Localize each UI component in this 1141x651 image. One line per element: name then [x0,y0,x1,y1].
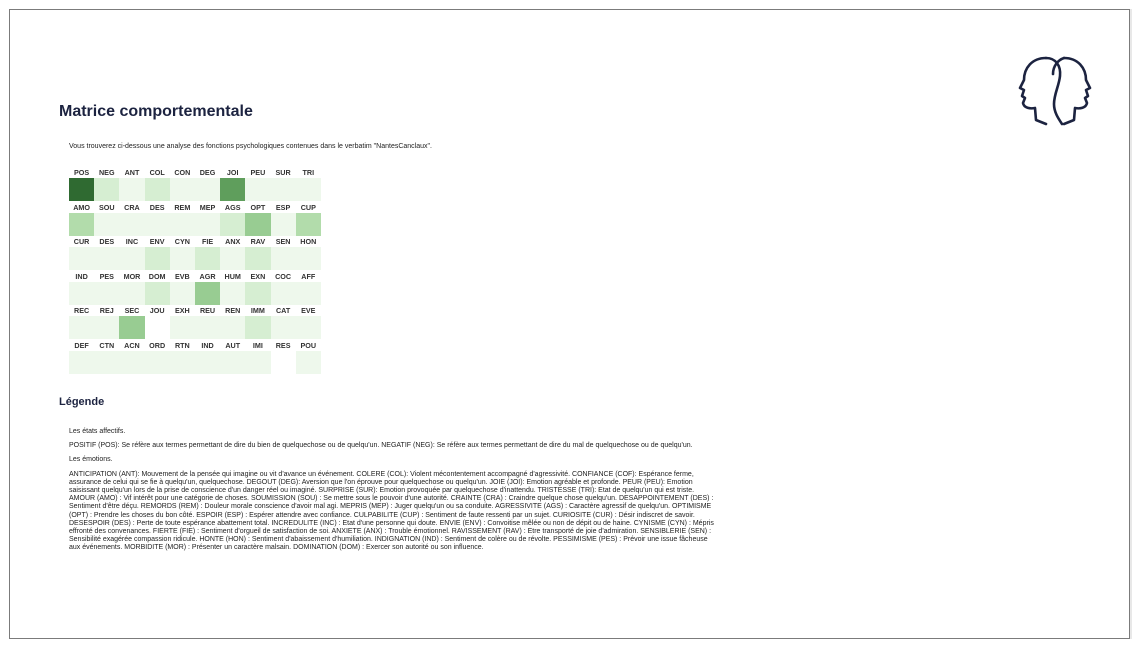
matrix-code-label: PES [99,271,114,281]
matrix-code-label: CUP [300,202,316,212]
matrix-cell [195,305,220,340]
matrix-cell [69,271,94,306]
matrix-code-label: DEF [74,340,89,350]
matrix-cell [220,236,245,271]
matrix-cell [69,236,94,271]
matrix-cell [195,202,220,237]
behavior-matrix [69,167,321,374]
matrix-code-label: POU [300,340,317,350]
matrix-cell [271,305,296,340]
matrix-code-label: RTN [174,340,190,350]
matrix-swatch [245,213,270,236]
matrix-swatch [94,351,119,374]
matrix-swatch [170,178,195,201]
page-title: Matrice comportementale [59,103,253,120]
matrix-swatch [245,351,270,374]
matrix-cell [296,167,321,202]
matrix-code-label: FIE [201,237,214,246]
matrix-code-label: SEC [124,306,140,315]
matrix-code-label: SUR [275,168,291,177]
matrix-swatch [220,213,245,236]
matrix-cell [69,305,94,340]
matrix-code-label: CRA [124,202,140,212]
matrix-cell [271,271,296,306]
matrix-code-label: OPT [250,202,266,212]
matrix-swatch [220,351,245,374]
matrix-code-label: COC [275,271,292,281]
matrix-cell [271,167,296,202]
matrix-cell [245,340,270,375]
matrix-swatch [69,351,94,374]
matrix-cell [170,167,195,202]
matrix-cell [94,167,119,202]
matrix-swatch [245,316,270,339]
matrix-code-label: DOM [148,271,166,281]
matrix-code-label: CUR [73,237,90,246]
matrix-swatch [271,351,296,374]
matrix-swatch [296,213,321,236]
matrix-cell [220,340,245,375]
matrix-cell [296,202,321,237]
matrix-cell [119,340,144,375]
matrix-swatch [195,282,220,305]
matrix-cell [195,340,220,375]
matrix-swatch [69,247,94,270]
matrix-cell [220,305,245,340]
matrix-code-label: REC [74,306,90,315]
matrix-code-label: MOR [123,271,141,281]
matrix-code-label: DES [99,237,115,246]
matrix-code-label: AFF [301,271,316,281]
matrix-cell [245,305,270,340]
matrix-cell [271,340,296,375]
matrix-cell [94,236,119,271]
matrix-cell [119,167,144,202]
matrix-cell [94,271,119,306]
matrix-code-label: RAV [250,237,266,246]
matrix-swatch [195,213,220,236]
matrix-swatch [145,247,170,270]
matrix-cell [145,202,170,237]
matrix-code-label: MEP [199,202,216,212]
matrix-code-label: INC [125,237,139,246]
matrix-cell [145,271,170,306]
matrix-swatch [296,316,321,339]
affective-text: POSITIF (POS): Se réfère aux termes permettant de dire du bien de quelquechose ou de quelqu'un. NEGATIF (NEG): Se réfère aux termes permettant de dire du mal de quelquechose ou de quelqu'un. [69,442,693,450]
matrix-code-label: AUT [225,340,241,350]
matrix-cell [69,340,94,375]
emotions-text: ANTICIPATION (ANT): Mouvement de la pensée qui imagine ou vit d'avance un événement. COLERE (COL): Violent mécontentement accompagné d'agressivité. CONFIANCE (COF): Espérance ferme, assurance de celui qui se fie à quelqu'un, quelquechose. DEGOUT (DEG): Aversion que l'on éprouve pour quelquechose ou quelqu'un. JOIE (JOI): Emotion agréable et profonde. PEUR (PEU): Emotion saisissant quelqu'un lors de la prise de conscience d'un danger réel ou imaginé. SURPRISE (SUR): Emotion provoquée par quelquechose d'inattendu. TRISTESSE (TRI): Etat de quelqu'un qui est triste. AMOUR (AMO) : Vif intérêt pour une catégorie de choses. SOUMISSION (SOU) : Se mettre sous le pouvoir d'une autorité. CRAINTE (CRA) : Craindre quelque chose quelqu'un. DESAPPOINTEMENT (DES) : Sentiment d'être déçu. REMORDS (REM) : Douleur morale conscience d'avoir mal agi. MEPRIS (MEP) : Juger quelqu'un ou sa conduite. AGRESSIVITE (AGS) : Caractère agressif de quelqu'un. OPTIMISME (OPT) : Prendre les choses du bon côté. ESPOIR (ESP) : Espérer attendre avec confiance. CULPABILITE (CUP) : Sentiment de faute ressenti par un sujet. CURIOSITE (CUR) : Désir indiscret de savoir. DESESPOIR (DES) : Perte de toute espérance abattement total. INCREDULITE (INC) : Etat d'une personne qui doute. ENVIE (ENV) : Convoitise mêlée ou non de dépit ou de haine. CYNISME (CYN) : Mépris effronté des convenances. FIERTE (FIE) : Sentiment d'orgueil de satisfaction de soi. ANXIETE (ANX) : Trouble émotionnel. RAVISSEMENT (RAV) : Etre transporté de joie d'admiration. SENSIBLERIE (SEN) : Sensibilité exagérée compassion ridicule. HONTE (HON) : Sentiment d'abaissement d'humiliation. INDIGNATION (IND) : Sentiment de colère ou de révolte. PESSIMISME (PES) : Prévoir une issue fâcheuse aux événements. MORBIDITE (MOR) : Présenter un caractère malsain. DOMINATION (DOM) : Exercer son autorité ou son influence. [69,470,714,552]
matrix-swatch [94,247,119,270]
matrix-code-label: NEG [98,168,115,177]
matrix-swatch [170,351,195,374]
matrix-cell [145,340,170,375]
matrix-code-label: CTN [99,340,115,350]
matrix-code-label: ANX [225,237,241,246]
matrix-swatch [69,282,94,305]
matrix-cell [94,305,119,340]
matrix-code-label: JOU [149,306,165,315]
matrix-code-label: AGR [199,271,216,281]
matrix-cell [119,305,144,340]
matrix-code-label: REM [174,202,191,212]
legend-title: Légende [59,396,105,408]
matrix-swatch [69,178,94,201]
matrix-swatch [145,316,170,339]
matrix-code-label: CAT [275,306,291,315]
matrix-swatch [119,247,144,270]
matrix-swatch [296,178,321,201]
matrix-swatch [271,247,296,270]
matrix-swatch [69,316,94,339]
matrix-swatch [119,282,144,305]
matrix-code-label: CON [174,168,191,177]
matrix-swatch [220,316,245,339]
matrix-cell [69,167,94,202]
matrix-swatch [119,351,144,374]
matrix-cell [220,167,245,202]
matrix-cell [220,202,245,237]
matrix-cell [119,202,144,237]
matrix-swatch [220,282,245,305]
matrix-code-label: HON [300,237,317,246]
matrix-cell [119,236,144,271]
matrix-cell [145,305,170,340]
matrix-swatch [245,282,270,305]
matrix-cell [145,167,170,202]
matrix-cell [296,305,321,340]
matrix-code-label: DEG [199,168,216,177]
matrix-swatch [94,282,119,305]
matrix-cell [170,271,195,306]
matrix-swatch [145,282,170,305]
matrix-code-label: ESP [275,202,291,212]
matrix-code-label: EXH [174,306,190,315]
matrix-swatch [119,178,144,201]
matrix-swatch [296,351,321,374]
matrix-code-label: CYN [174,237,190,246]
matrix-swatch [245,178,270,201]
matrix-swatch [296,247,321,270]
matrix-swatch [195,178,220,201]
matrix-swatch [195,247,220,270]
intro-text: Vous trouverez ci-dessous une analyse des fonctions psychologiques contenues dans le verbatim "NantesCanclaux". [69,143,432,150]
matrix-swatch [119,213,144,236]
matrix-swatch [245,247,270,270]
matrix-swatch [94,316,119,339]
matrix-cell [170,202,195,237]
matrix-swatch [220,247,245,270]
matrix-swatch [94,178,119,201]
matrix-cell [296,236,321,271]
matrix-code-label: EXN [250,271,266,281]
matrix-swatch [271,316,296,339]
matrix-swatch [145,351,170,374]
matrix-code-label: ORD [149,340,166,350]
matrix-swatch [271,213,296,236]
matrix-code-label: ENV [149,237,165,246]
matrix-cell [195,167,220,202]
matrix-code-label: IMM [250,306,265,315]
matrix-code-label: TRI [302,168,315,177]
matrix-swatch [119,316,144,339]
matrix-code-label: AGS [224,202,241,212]
matrix-code-label: HUM [224,271,241,281]
matrix-swatch [94,213,119,236]
matrix-code-label: JOI [226,168,239,177]
matrix-cell [94,340,119,375]
matrix-swatch [195,316,220,339]
matrix-swatch [145,178,170,201]
matrix-code-label: ACN [124,340,140,350]
matrix-code-label: AMO [73,202,90,212]
matrix-code-label: PEU [250,168,266,177]
matrix-swatch [271,178,296,201]
matrix-cell [195,236,220,271]
matrix-cell [145,236,170,271]
matrix-cell [69,202,94,237]
matrix-code-label: EVE [301,306,316,315]
matrix-cell [119,271,144,306]
matrix-cell [296,271,321,306]
matrix-swatch [170,247,195,270]
matrix-code-label: IMI [252,340,263,350]
matrix-cell [245,202,270,237]
matrix-code-label: DES [149,202,165,212]
matrix-swatch [145,213,170,236]
matrix-code-label: REN [225,306,241,315]
matrix-cell [220,271,245,306]
matrix-code-label: COL [149,168,165,177]
matrix-cell [195,271,220,306]
matrix-swatch [195,351,220,374]
matrix-swatch [170,316,195,339]
matrix-cell [245,271,270,306]
matrix-swatch [220,178,245,201]
matrix-cell [296,340,321,375]
matrix-cell [94,202,119,237]
matrix-code-label: ANT [124,168,140,177]
matrix-cell [271,202,296,237]
matrix-cell [271,236,296,271]
matrix-code-label: RES [275,340,291,350]
matrix-code-label: IND [201,340,214,350]
matrix-swatch [271,282,296,305]
matrix-code-label: REJ [99,306,114,315]
scrollbar[interactable] [1130,9,1132,639]
matrix-code-label: REU [199,306,216,315]
matrix-swatch [170,282,195,305]
matrix-cell [170,236,195,271]
affective-heading: Les états affectifs. [69,428,126,435]
emotions-heading: Les émotions. [69,456,113,464]
two-faces-profile-icon [1006,48,1100,138]
matrix-swatch [69,213,94,236]
matrix-code-label: SEN [275,237,291,246]
matrix-code-label: IND [75,271,88,281]
matrix-swatch [170,213,195,236]
matrix-cell [170,340,195,375]
matrix-cell [245,167,270,202]
matrix-cell [245,236,270,271]
matrix-cell [170,305,195,340]
matrix-swatch [296,282,321,305]
matrix-code-label: SOU [98,202,115,212]
legend-body [69,428,714,559]
matrix-code-label: POS [74,168,90,177]
matrix-code-label: EVB [174,271,190,281]
